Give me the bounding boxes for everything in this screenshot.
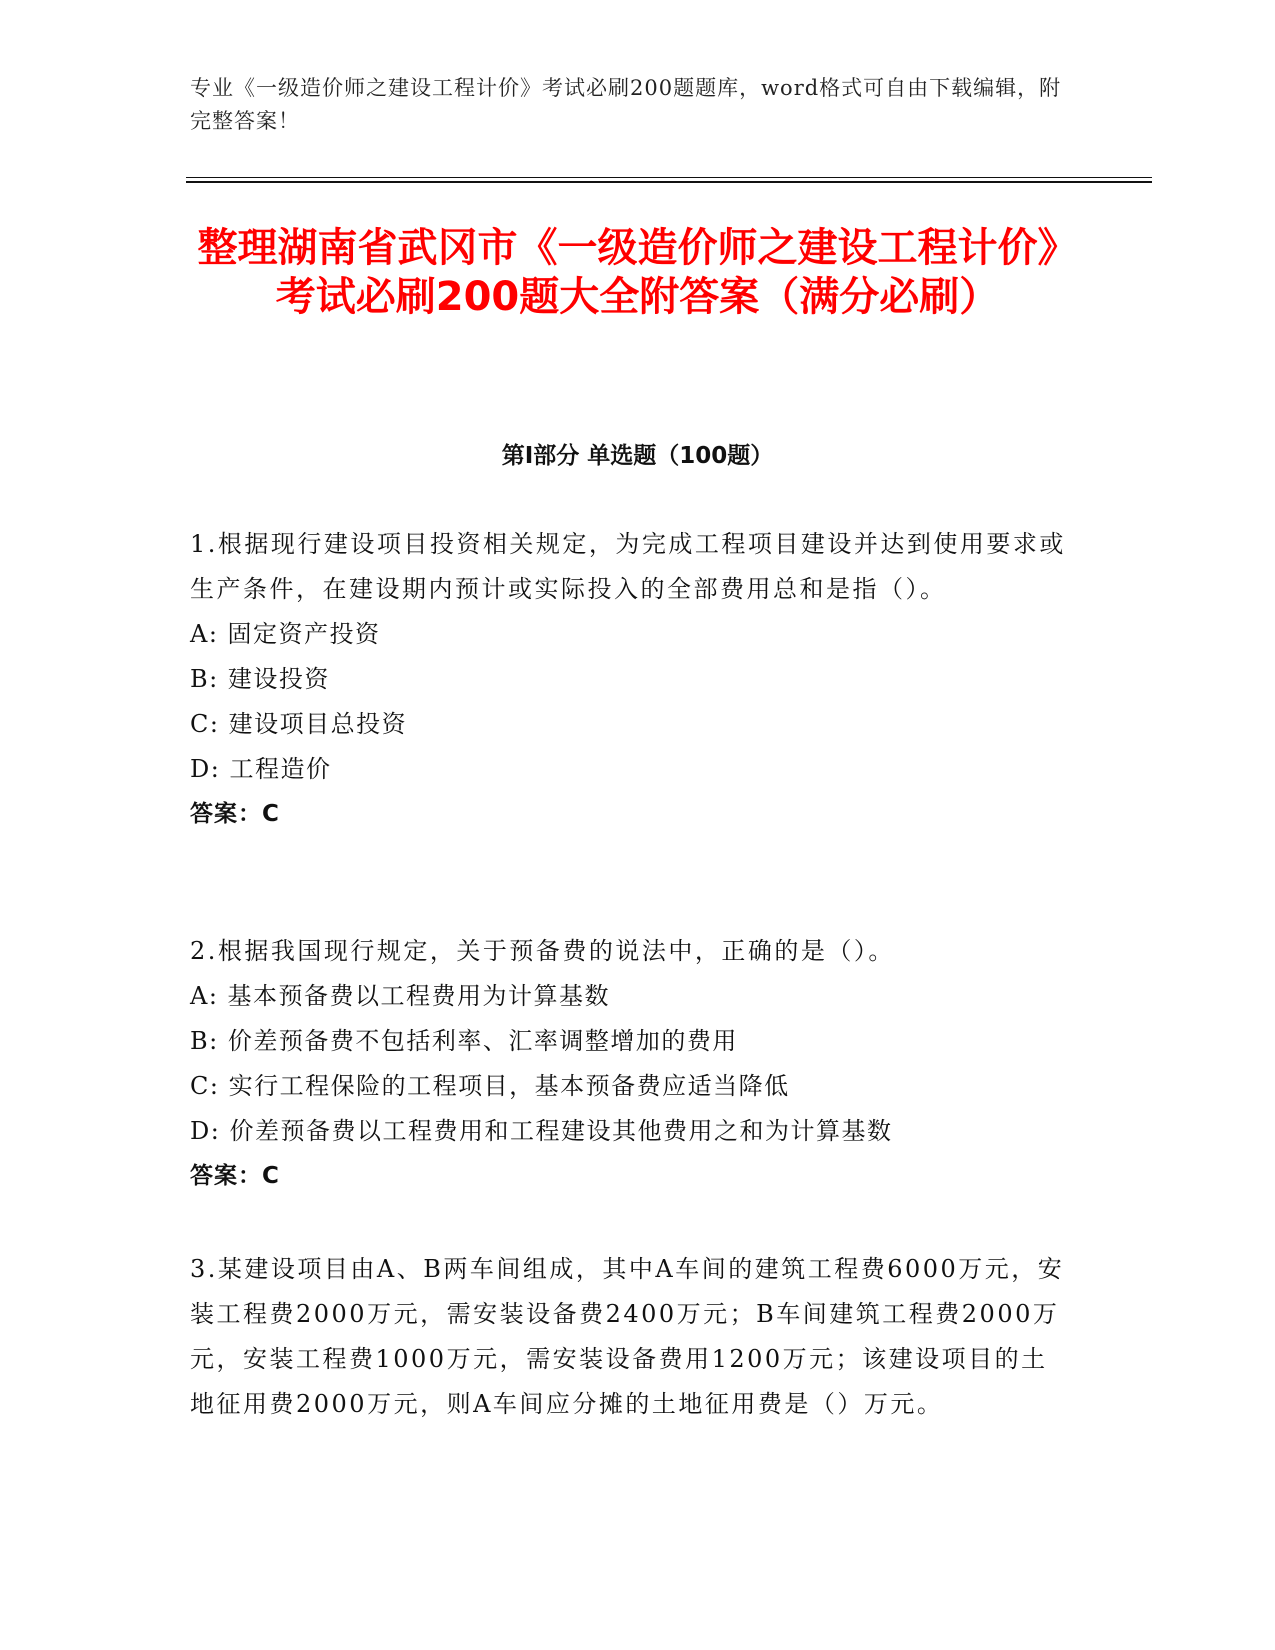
question-1 xyxy=(190,522,1070,837)
section-title: 第I部分 单选题（100题） xyxy=(501,443,774,469)
header-rule-thick xyxy=(186,181,1152,183)
question-2 xyxy=(190,929,1070,1199)
option-c: C: 建设项目总投资 xyxy=(190,710,408,738)
option-a: A: 固定资产投资 xyxy=(190,620,381,648)
answer: 答案：C xyxy=(190,1163,280,1189)
option-b: B: 价差预备费不包括利率、汇率调整增加的费用 xyxy=(190,1027,738,1055)
option-d: D: 价差预备费以工程费用和工程建设其他费用之和为计算基数 xyxy=(190,1117,893,1145)
option-a: A: 基本预备费以工程费用为计算基数 xyxy=(190,982,611,1010)
question-stem: 3.某建设项目由A、B两车间组成，其中A车间的建筑工程费6000万元，安装工程费2000万元，需安装设备费2400万元；B车间建筑工程费2000万元，安装工程费1000万元，需安装设备费用1200万元；该建设项目的土地征用费2000万元，则A车间应分摊的土地征用费是（）万元。 xyxy=(190,1255,1065,1418)
header-rule-thin xyxy=(186,177,1152,178)
answer: 答案：C xyxy=(190,801,280,827)
document-title: 整理湖南省武冈市《一级造价师之建设工程计价》考试必刷200题大全附答案（满分必刷） xyxy=(197,225,1078,320)
question-stem: 2.根据我国现行规定，关于预备费的说法中，正确的是（）。 xyxy=(190,937,895,965)
question-3 xyxy=(190,1247,1070,1427)
option-c: C: 实行工程保险的工程项目，基本预备费应适当降低 xyxy=(190,1072,790,1100)
option-d: D: 工程造价 xyxy=(190,755,332,783)
header-note: 专业《一级造价师之建设工程计价》考试必刷200题题库，word格式可自由下载编辑，附完整答案！ xyxy=(190,76,1062,133)
question-stem: 1.根据现行建设项目投资相关规定，为完成工程项目建设并达到使用要求或生产条件，在建设期内预计或实际投入的全部费用总和是指（）。 xyxy=(190,530,1066,603)
option-b: B: 建设投资 xyxy=(190,665,330,693)
